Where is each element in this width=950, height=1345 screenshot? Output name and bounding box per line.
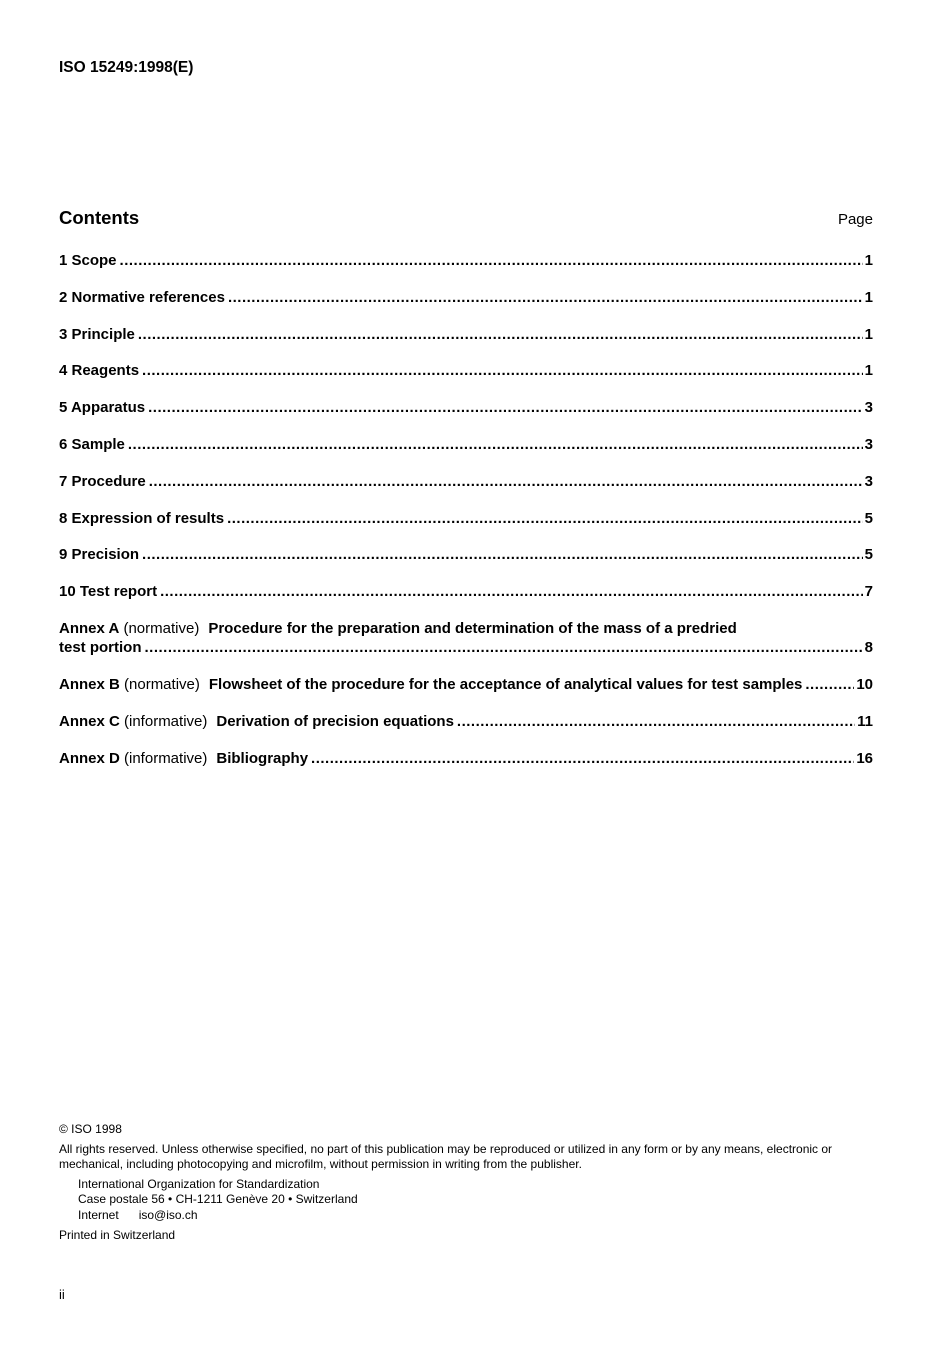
dot-leader (149, 472, 863, 491)
dot-leader (142, 545, 863, 564)
toc-entry-title: 1 Scope (59, 252, 117, 269)
toc-entry-page: 5 (864, 546, 873, 564)
annex-type: (normative) (124, 675, 200, 693)
toc-entry-page: 3 (864, 435, 873, 453)
toc-entry-procedure[interactable] (59, 472, 873, 509)
annex-label: Annex D (59, 749, 120, 767)
copyright-notice: © ISO 1998 (59, 1122, 122, 1136)
dot-leader (457, 712, 855, 731)
toc-entry-test-report[interactable] (59, 582, 873, 619)
dot-leader (160, 582, 863, 601)
page-number: ii (59, 1287, 65, 1302)
annex-type: (normative) (123, 619, 200, 637)
toc-entry-page: 3 (864, 472, 873, 490)
toc-entry-page: 1 (864, 252, 873, 269)
dot-leader (128, 435, 863, 454)
printed-in: Printed in Switzerland (59, 1228, 176, 1242)
toc-entry-title: 7 Procedure (59, 472, 146, 490)
dot-leader (148, 398, 863, 417)
annex-type: (informative) (124, 749, 208, 767)
toc-entry-page: 8 (864, 638, 873, 656)
toc-entry-title: 8 Expression of results (59, 509, 225, 527)
publisher-postal: Case postale 56 • CH-1211 Genève 20 • Switzerland (78, 1192, 358, 1206)
toc-entry-annex-c[interactable] (59, 712, 873, 749)
toc-entry-apparatus[interactable] (59, 398, 873, 435)
document-id-header: ISO 15249:1998(E) (59, 59, 194, 76)
annex-label: Annex B (59, 675, 120, 693)
annex-title: Bibliography (216, 749, 309, 767)
annex-title: Flowsheet of the procedure for the acceptance of analytical values for test samples (208, 675, 803, 693)
toc-entry-title: 2 Normative references (59, 288, 225, 306)
toc-entry-annex-d[interactable] (59, 749, 873, 786)
publisher-internet: Internet iso@iso.ch (78, 1207, 198, 1222)
page-column-label: Page (837, 211, 873, 228)
publisher-org: International Organization for Standardization (78, 1176, 320, 1191)
dot-leader (805, 675, 854, 694)
contents-heading-row (59, 207, 873, 229)
toc-entry-expression-of-results[interactable] (59, 509, 873, 546)
annex-title-line2: test portion (59, 638, 142, 656)
contents-title: Contents (59, 207, 140, 228)
toc-entry-page: 7 (864, 583, 873, 601)
toc-entry-page: 10 (856, 675, 873, 693)
dot-leader (311, 749, 854, 768)
dot-leader (227, 509, 863, 528)
toc-entry-title: 3 Principle (59, 325, 135, 343)
toc-entry-page: 1 (864, 362, 873, 380)
toc-entry-precision[interactable] (59, 545, 873, 582)
toc-entry-page: 5 (864, 509, 873, 527)
annex-label: Annex C (59, 712, 120, 730)
toc-entry-page: 16 (856, 749, 873, 767)
table-of-contents (59, 251, 873, 785)
dot-leader (228, 288, 863, 307)
annex-title-line1: Procedure for the preparation and determination of the mass of a predried (208, 619, 737, 637)
toc-entry-annex-b[interactable] (59, 675, 873, 712)
toc-entry-title: 5 Apparatus (59, 399, 146, 417)
toc-entry-page: 11 (857, 712, 873, 730)
toc-entry-page: 1 (864, 288, 873, 306)
toc-entry-title: 9 Precision (59, 546, 140, 564)
toc-entry-normative-references[interactable] (59, 288, 873, 325)
toc-entry-reagents[interactable] (59, 361, 873, 398)
dot-leader (142, 361, 863, 380)
toc-entry-page: 3 (864, 399, 873, 417)
toc-entry-principle[interactable] (59, 325, 873, 362)
annex-label: Annex A (59, 619, 120, 637)
toc-entry-sample[interactable] (59, 435, 873, 472)
annex-type: (informative) (124, 712, 208, 730)
toc-entry-annex-a[interactable] (59, 619, 873, 675)
dot-leader (138, 325, 863, 344)
toc-entry-title: 4 Reagents (59, 362, 140, 380)
copyright-footer (59, 1122, 879, 1244)
toc-entry-page: 1 (864, 325, 873, 343)
toc-entry-title: 6 Sample (59, 435, 125, 453)
toc-entry-title: 10 Test report (59, 583, 158, 601)
annex-title: Derivation of precision equations (216, 712, 454, 730)
toc-entry-scope[interactable] (59, 251, 873, 288)
dot-leader (120, 251, 863, 270)
dot-leader (145, 638, 863, 657)
publisher-address (59, 1177, 879, 1224)
rights-statement: All rights reserved. Unless otherwise specified, no part of this publication may be reproduced or utilized in any form or by any means, electronic or mechanical, including photocopying and microfilm, without permission in writing from the publisher. (59, 1141, 833, 1171)
